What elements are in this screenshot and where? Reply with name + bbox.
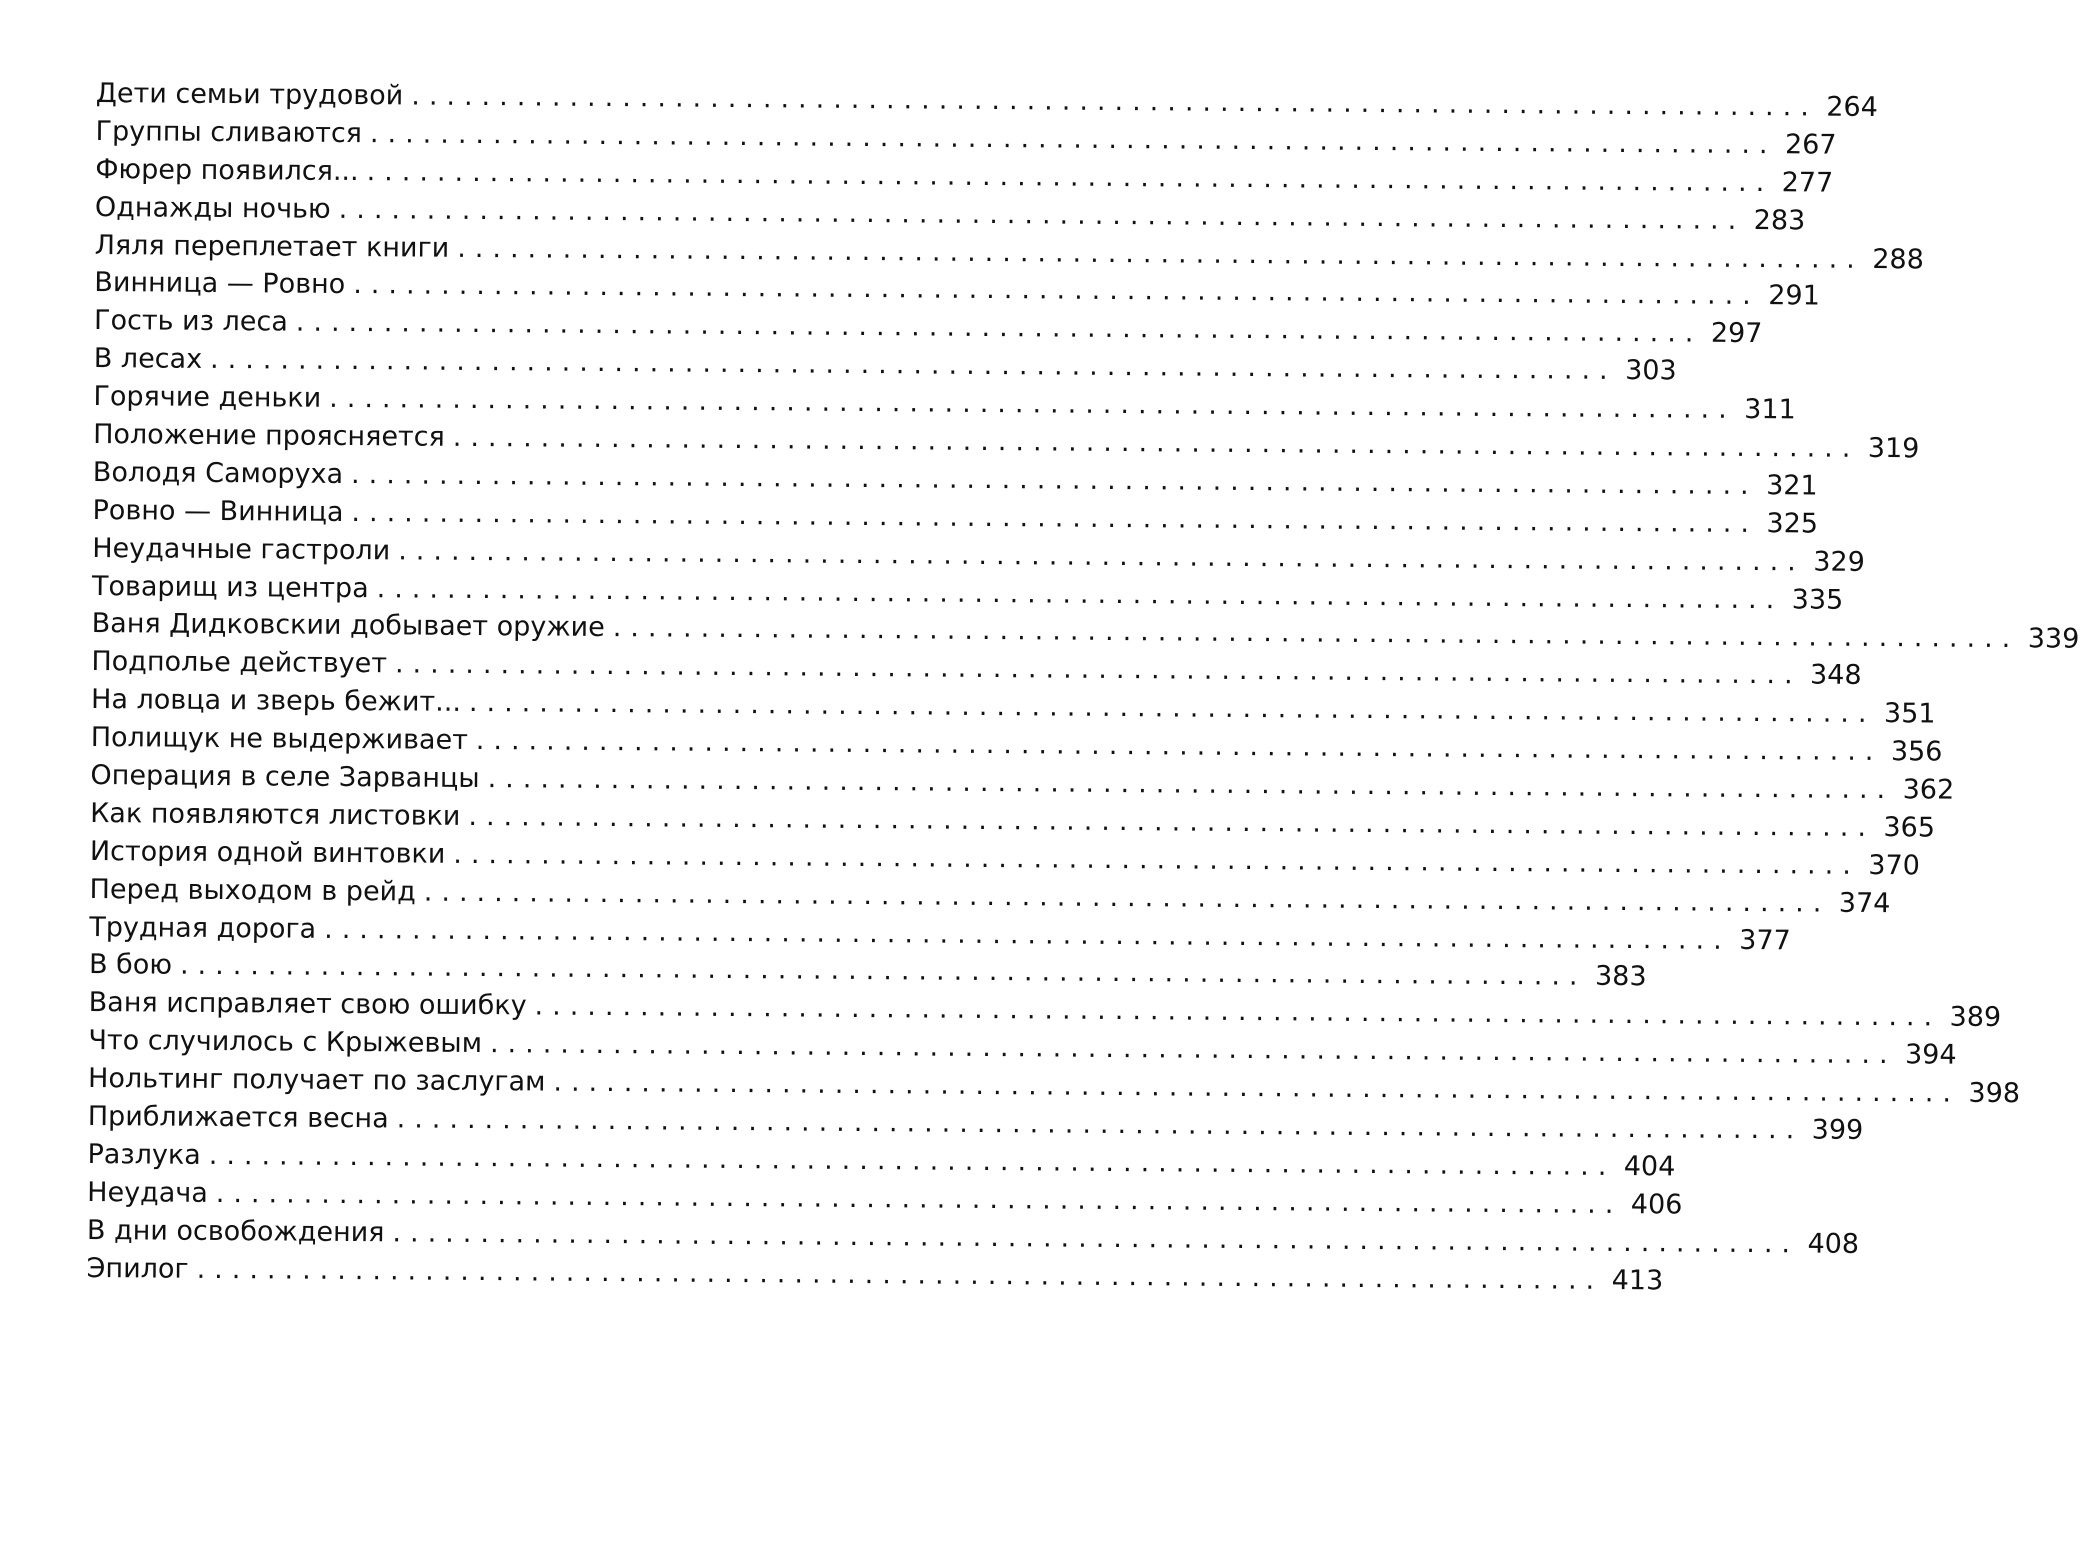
toc-entry-title: Фюрер появился... (95, 153, 359, 187)
dot-leader: ................................................................................ (487, 763, 1895, 806)
toc-entry (88, 1022, 1957, 1071)
toc-entry-title: Винница — Ровно (94, 267, 346, 301)
dot-leader: ................................................................................ (411, 80, 1818, 123)
dot-leader: ................................................................................ (534, 990, 1942, 1033)
toc-entry (95, 151, 1834, 199)
toc-entry (88, 946, 1647, 993)
toc-entry (89, 833, 1920, 882)
dot-leader: ................................................................................ (453, 838, 1861, 881)
toc-entry-page: 394 (1904, 1039, 1957, 1071)
toc-entry (87, 1060, 2021, 1110)
dot-leader: ................................................................................ (489, 1028, 1897, 1071)
toc-entry-title: Ваня Дидковскии добывает оружие (91, 608, 605, 644)
dot-leader: ................................................................................ (376, 572, 1784, 615)
toc-entry-title: Неудача (87, 1176, 208, 1209)
toc-entry (86, 1212, 1860, 1260)
toc-entry-page: 329 (1813, 546, 1865, 578)
toc-entry (91, 643, 1862, 692)
toc-entry (93, 340, 1677, 387)
toc-entry-title: Разлука (87, 1138, 201, 1171)
toc-entry (87, 1136, 1676, 1183)
toc-entry-page: 404 (1623, 1150, 1676, 1183)
dot-leader: ................................................................................ (366, 155, 1774, 198)
toc-entry-page: 399 (1811, 1114, 1864, 1146)
table-of-contents (86, 75, 2080, 1296)
toc-entry-title: Однажды ночью (94, 191, 331, 225)
dot-leader: ................................................................................ (457, 232, 1864, 275)
toc-entry-page: 291 (1768, 280, 1820, 312)
toc-entry-page: 264 (1826, 91, 1878, 123)
dot-leader: ................................................................................ (612, 612, 2020, 655)
toc-entry-title: Ровно — Винница (92, 494, 344, 528)
toc-entry (88, 984, 2002, 1034)
dot-leader: ................................................................................ (392, 1217, 1800, 1260)
toc-entry-title: История одной винтовки (89, 835, 446, 870)
dot-leader: ................................................................................ (208, 1139, 1616, 1182)
toc-entry-title: Как появляются листовки (90, 797, 461, 832)
toc-entry-title: Что случилось с Крыжевым (88, 1025, 483, 1060)
toc-entry (90, 757, 1955, 806)
dot-leader: ................................................................................ (394, 648, 1802, 691)
toc-entry-page: 339 (2027, 623, 2080, 656)
toc-entry (94, 264, 1820, 312)
dot-leader: ................................................................................ (353, 269, 1760, 312)
dot-leader: ................................................................................ (324, 913, 1731, 956)
dot-leader: ................................................................................ (396, 1103, 1804, 1146)
dot-leader: ................................................................................ (423, 876, 1831, 919)
toc-entry-title: Операция в селе Зарванцы (90, 760, 480, 795)
toc-entry-page: 335 (1791, 583, 1844, 616)
toc-entry (94, 189, 1806, 237)
toc-entry (86, 1250, 1664, 1296)
toc-entry-title: Товарищ из центра (91, 570, 369, 604)
toc-entry (91, 605, 2080, 656)
toc-entry (92, 530, 1865, 578)
dot-leader: ................................................................................ (215, 1177, 1623, 1220)
toc-entry-title: Положение проясняется (93, 419, 445, 453)
dot-leader: ................................................................................ (338, 193, 1746, 236)
toc-entry-page: 406 (1630, 1188, 1683, 1221)
dot-leader: ................................................................................ (329, 382, 1736, 426)
toc-entry-page: 377 (1739, 924, 1791, 956)
toc-entry-title: Полищук не выдерживает (90, 722, 468, 757)
toc-entry-title: Володя Саморуха (92, 456, 344, 490)
toc-entry-title: Гость из леса (93, 305, 288, 338)
toc-entry (92, 492, 1819, 540)
dot-leader: ................................................................................ (398, 535, 1805, 578)
dot-leader: ................................................................................ (452, 421, 1860, 464)
toc-entry-page: 297 (1710, 318, 1763, 350)
toc-entry-title: Нольтинг получает по заслугам (87, 1063, 546, 1098)
toc-entry-title: Эпилог (86, 1252, 189, 1285)
dot-leader: ................................................................................ (196, 1253, 1604, 1296)
toc-entry-page: 351 (1883, 698, 1936, 730)
toc-entry (93, 378, 1796, 426)
toc-entry (91, 568, 1844, 616)
dot-leader: ................................................................................ (468, 800, 1876, 843)
toc-entry-page: 365 (1883, 811, 1936, 844)
toc-entry-title: В лесах (93, 343, 203, 376)
toc-entry-page: 325 (1766, 507, 1819, 540)
toc-entry-page: 398 (1968, 1077, 2021, 1110)
toc-entry-title: Трудная дорога (89, 911, 317, 945)
toc-entry-page: 348 (1809, 659, 1862, 692)
dot-leader: ................................................................................ (369, 118, 1777, 161)
toc-entry-page: 408 (1807, 1228, 1860, 1260)
toc-entry-page: 413 (1611, 1264, 1664, 1296)
toc-entry-page: 283 (1753, 204, 1806, 237)
toc-entry-page: 288 (1872, 243, 1924, 275)
dot-leader: ................................................................................ (351, 496, 1759, 539)
toc-entry-page: 383 (1594, 961, 1647, 993)
dot-leader: ................................................................................ (350, 458, 1758, 501)
toc-entry (90, 795, 1936, 844)
toc-entry (87, 1174, 1683, 1221)
toc-entry (93, 416, 1920, 465)
toc-entry-title: Неудачные гастроли (92, 532, 391, 567)
dot-leader: ................................................................................ (295, 306, 1703, 349)
toc-entry-title: В дни освобождения (86, 1214, 385, 1249)
toc-entry-title: В бою (88, 949, 173, 982)
toc-entry (89, 871, 1891, 919)
toc-entry-page: 389 (1949, 1001, 2002, 1034)
toc-entry-title: Горячие деньки (93, 381, 322, 414)
toc-entry (94, 227, 1924, 275)
toc-entry-page: 311 (1744, 394, 1796, 426)
toc-entry-title: Ваня исправляет свою ошибку (88, 987, 527, 1022)
toc-entry-title: Подполье действует (91, 646, 388, 680)
toc-entry-title: На ловца и зверь бежит... (90, 684, 462, 719)
toc-entry-page: 356 (1890, 736, 1943, 768)
dot-leader: ................................................................................ (179, 950, 1587, 993)
toc-entry-title: Дети семьи трудовой (95, 77, 404, 112)
toc-entry-title: Перед выходом в рейд (89, 873, 416, 908)
toc-entry-page: 303 (1625, 355, 1677, 387)
toc-entry (90, 719, 1943, 768)
toc-entry (87, 1098, 1864, 1146)
toc-entry (92, 454, 1818, 502)
toc-entry-page: 362 (1902, 774, 1955, 806)
toc-entry-page: 319 (1867, 432, 1920, 465)
toc-entry (95, 113, 1837, 161)
toc-entry-page: 267 (1784, 129, 1837, 161)
toc-entry (93, 302, 1763, 350)
dot-leader: ................................................................................ (553, 1066, 1961, 1109)
toc-entry-title: Приближается весна (87, 1101, 389, 1135)
dot-leader: ................................................................................ (209, 344, 1617, 387)
toc-entry (89, 909, 1791, 956)
toc-entry-page: 321 (1766, 470, 1818, 502)
toc-entry-page: 277 (1781, 167, 1834, 199)
dot-leader: ................................................................................ (468, 687, 1876, 730)
toc-entry-page: 370 (1868, 849, 1920, 882)
dot-leader: ................................................................................ (475, 725, 1883, 768)
toc-entry-title: Группы сливаются (95, 115, 363, 149)
toc-entry-page: 374 (1838, 887, 1891, 919)
toc-entry (95, 75, 1878, 123)
toc-entry-title: Ляля переплетает книги (94, 229, 450, 264)
